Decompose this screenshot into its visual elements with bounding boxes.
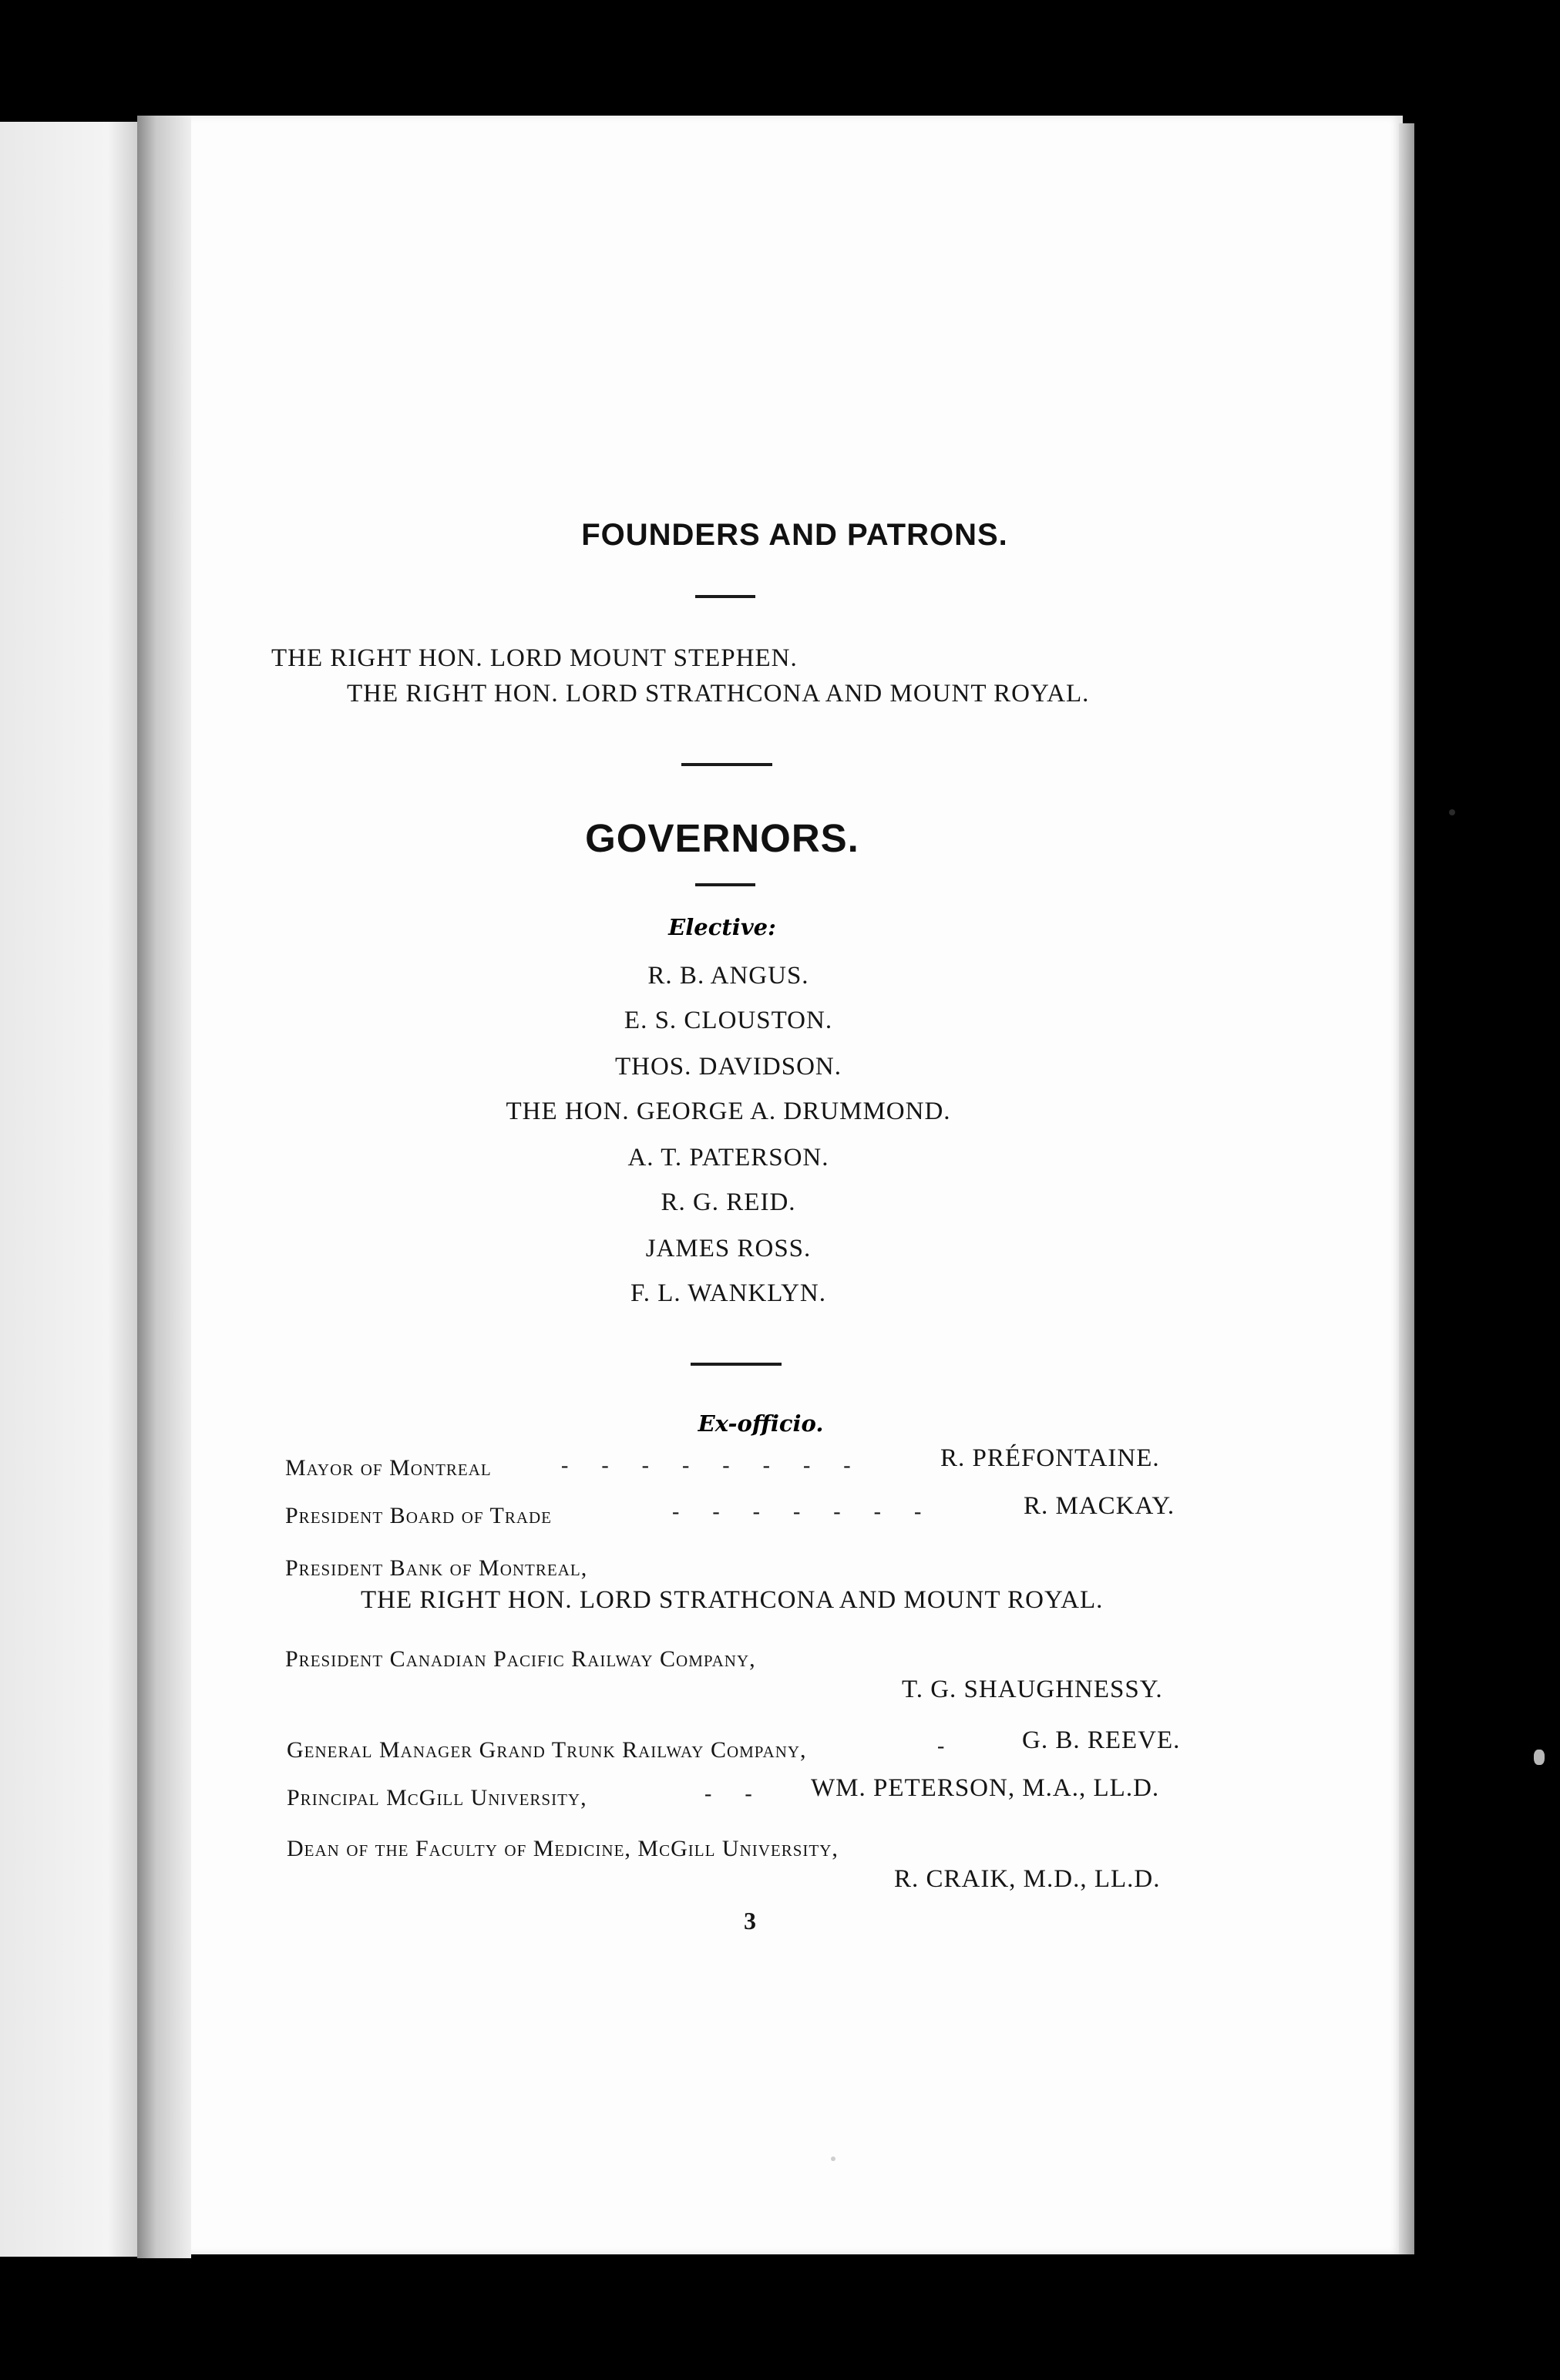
founder-line: THE RIGHT HON. LORD STRATHCONA AND MOUNT ROYAL.	[347, 680, 1090, 708]
founders-heading: FOUNDERS AND PATRONS.	[581, 518, 1008, 552]
office-title: General Manager Grand Trunk Railway Company,	[287, 1737, 807, 1763]
founder-line: THE RIGHT HON. LORD MOUNT STEPHEN.	[271, 644, 798, 672]
leader-dots: - - - - - - -	[672, 1500, 922, 1524]
elective-governor: E. S. CLOUSTON.	[624, 1007, 833, 1034]
office-title: President Bank of Montreal,	[285, 1555, 588, 1581]
office-holder: G. B. REEVE.	[1022, 1726, 1181, 1754]
elective-governor: THOS. DAVIDSON.	[614, 1053, 842, 1081]
dust-speck	[1534, 1750, 1545, 1765]
governors-heading: GOVERNORS.	[585, 816, 859, 860]
office-holder: THE RIGHT HON. LORD STRATHCONA AND MOUNT ROYAL.	[361, 1586, 1104, 1614]
dust-speck	[1449, 809, 1455, 815]
office-title: Mayor of Montreal	[285, 1455, 492, 1481]
facing-page	[0, 122, 154, 2257]
elective-governor: F. L. WANKLYN.	[630, 1279, 827, 1307]
elective-governor: A. T. PATERSON.	[627, 1144, 829, 1172]
office-title: Dean of the Faculty of Medicine, McGill University,	[287, 1836, 839, 1861]
office-title: President Canadian Pacific Railway Company,	[285, 1646, 756, 1672]
leader-dots: - -	[704, 1782, 752, 1806]
elective-governor: JAMES ROSS.	[645, 1235, 812, 1262]
divider-rule	[695, 595, 755, 598]
divider-rule	[695, 883, 755, 886]
page-edge	[1399, 123, 1414, 2254]
divider-rule	[691, 1363, 782, 1366]
book-gutter	[137, 116, 191, 2258]
elective-label: Elective:	[668, 914, 776, 940]
office-holder: R. CRAIK, M.D., LL.D.	[894, 1865, 1161, 1893]
elective-governor: R. G. REID.	[661, 1188, 796, 1216]
page	[162, 116, 1403, 2254]
office-holder: R. MACKAY.	[1024, 1492, 1175, 1520]
leader-dots: -	[937, 1734, 945, 1758]
ex-officio-label: Ex-officio.	[698, 1410, 824, 1437]
elective-governor: THE HON. GEORGE A. DRUMMOND.	[506, 1098, 951, 1125]
office-title: President Board of Trade	[285, 1503, 552, 1528]
office-holder: WM. PETERSON, M.A., LL.D.	[811, 1774, 1160, 1802]
office-holder: R. PRÉFONTAINE.	[940, 1444, 1160, 1472]
office-title: Principal McGill University,	[287, 1785, 587, 1810]
divider-rule	[681, 763, 772, 766]
leader-dots: - - - - - - - -	[561, 1454, 851, 1477]
elective-governor: R. B. ANGUS.	[647, 962, 809, 990]
page-number: 3	[744, 1907, 756, 1935]
dust-speck	[831, 2156, 835, 2161]
office-holder: T. G. SHAUGHNESSY.	[902, 1676, 1163, 1703]
